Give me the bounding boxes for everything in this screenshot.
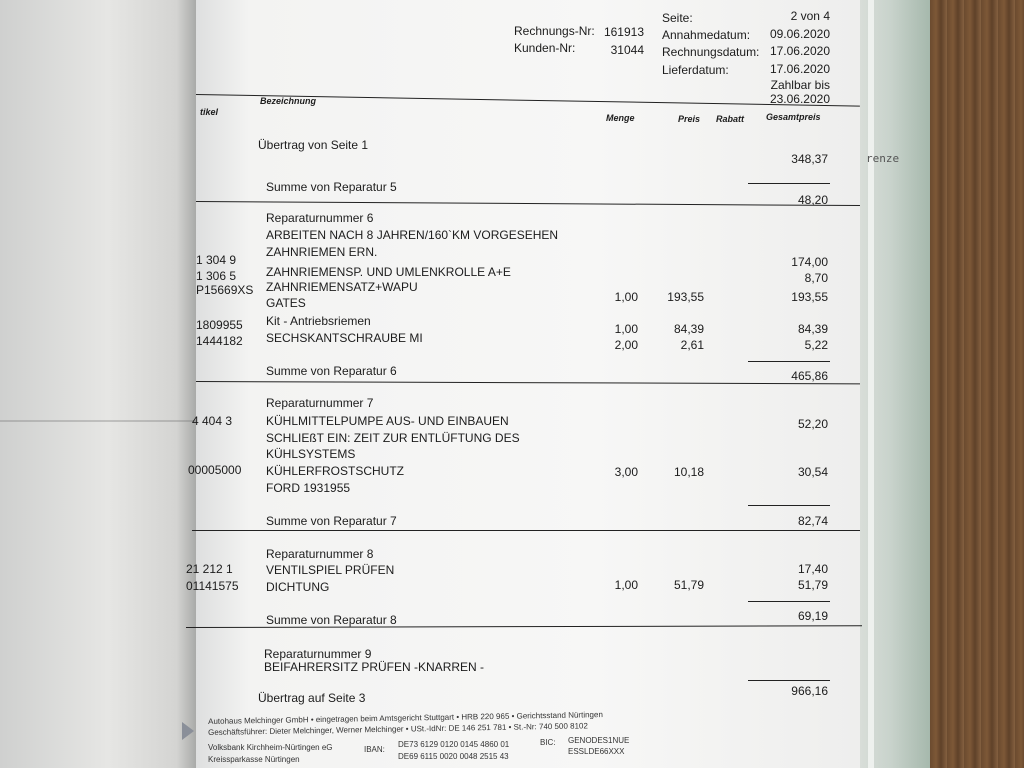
- rep8-line2: DICHTUNG: [266, 580, 330, 594]
- footer-line1: Autohaus Melchinger GmbH • eingetragen beim Amtsgericht Stuttgart • HRB 220 965 • Gerichtsstand Nürtingen: [208, 710, 603, 726]
- wooden-table: [930, 0, 1024, 768]
- left-page: [0, 0, 196, 768]
- footer-bic1: GENODES1NUE: [568, 736, 630, 745]
- rep6-line7-menge: 2,00: [614, 338, 638, 352]
- rep9-line1: BEIFAHRERSITZ PRÜFEN -KNARREN -: [264, 660, 485, 674]
- subtotal-rule: [748, 680, 830, 681]
- rep7-line4: KÜHLERFROSTSCHUTZ: [266, 464, 405, 478]
- rep6-line3-total: 8,70: [804, 271, 828, 285]
- rep8-line1: VENTILSPIEL PRÜFEN: [266, 563, 395, 577]
- summe-6-value: 465,86: [791, 369, 828, 383]
- footer-bic-label: BIC:: [540, 738, 556, 747]
- footer-iban2: DE69 6115 0020 0048 2515 43: [398, 752, 509, 761]
- rep6-line5-total: 193,55: [791, 290, 828, 304]
- rep6-line3-art: 1 306 5: [196, 269, 237, 283]
- rep7-line4-menge: 3,00: [614, 465, 638, 479]
- rechnungsdatum-label: Rechnungsdatum:: [662, 45, 760, 59]
- rep7-line4-total: 30,54: [797, 465, 828, 479]
- rep6-line7-total: 5,22: [804, 338, 828, 352]
- annahmedatum-label: Annahmedatum:: [662, 28, 751, 42]
- rep8-line2-preis: 51,79: [673, 578, 704, 592]
- rep6-title: Reparaturnummer 6: [266, 211, 374, 225]
- uebertrag-auf-value: 966,16: [791, 684, 828, 698]
- rechnungs-nr-label: Rechnungs-Nr:: [514, 24, 595, 38]
- rep7-title: Reparaturnummer 7: [266, 396, 374, 410]
- rep6-line7-preis: 2,61: [680, 338, 704, 352]
- summe-6-label: Summe von Reparatur 6: [266, 364, 397, 378]
- rep6-line5-preis: 193,55: [667, 290, 704, 304]
- footer-iban1: DE73 6129 0120 0145 4860 01: [398, 740, 510, 749]
- lieferdatum: 17.06.2020: [769, 62, 830, 76]
- summe-7-value: 82,74: [797, 514, 828, 528]
- seite: 2 von 4: [790, 9, 830, 23]
- rep6-line6-total: 84,39: [797, 322, 828, 336]
- footer-bank1: Volksbank Kirchheim-Nürtingen eG: [208, 743, 333, 752]
- seite-label: Seite:: [662, 11, 693, 25]
- rep8-line1-total: 17,40: [797, 562, 828, 576]
- rep8-title: Reparaturnummer 8: [266, 547, 374, 561]
- sheet-edge: [868, 0, 874, 768]
- footer-bic2: ESSLDE66XXX: [568, 747, 625, 756]
- rep7-line1-art: 4 404 3: [192, 414, 233, 428]
- back-sheet: [858, 0, 938, 768]
- kunden-nr: 31044: [610, 43, 644, 57]
- annahmedatum: 09.06.2020: [769, 27, 830, 41]
- rep6-line6-menge: 1,00: [614, 322, 638, 336]
- subtotal-rule: [748, 505, 830, 506]
- col-bezeichnung: Bezeichnung: [260, 96, 317, 106]
- rechnungs-nr: 161913: [603, 25, 644, 39]
- zahlbar-datum: 23.06.2020: [769, 92, 830, 106]
- rep6-line6: Kit - Antriebsriemen: [266, 314, 371, 328]
- summe-8-value: 69,19: [797, 609, 828, 623]
- col-menge: Menge: [606, 113, 635, 123]
- page-fold: [0, 420, 196, 422]
- invoice-page: [186, 0, 860, 768]
- zahlbar-label: Zahlbar bis: [770, 78, 830, 92]
- rep6-line6-art: 1809955: [196, 318, 243, 332]
- summe-5-value: 48,20: [797, 193, 828, 207]
- section-rule: [192, 530, 860, 531]
- uebertrag-von-value: 348,37: [791, 152, 828, 166]
- rep6-line4: ZAHNRIEMENSATZ+WAPU: [266, 280, 418, 294]
- rep6-line6-preis: 84,39: [673, 322, 704, 336]
- summe-7-label: Summe von Reparatur 7: [266, 514, 397, 528]
- col-gesamtpreis: Gesamtpreis: [766, 112, 821, 122]
- rep7-line4-preis: 10,18: [673, 465, 704, 479]
- subtotal-rule: [748, 361, 830, 362]
- rep9-title: Reparaturnummer 9: [264, 647, 372, 661]
- rep6-line5: GATES: [266, 296, 306, 310]
- rep6-line2-total: 174,00: [791, 255, 828, 269]
- col-artikel: tikel: [200, 107, 219, 117]
- rep6-line2: ZAHNRIEMEN ERN.: [266, 245, 378, 259]
- col-rabatt: Rabatt: [716, 114, 745, 124]
- rep7-line1: KÜHLMITTELPUMPE AUS- UND EINBAUEN: [266, 414, 509, 428]
- rep6-line4-art: P15669XS: [196, 283, 254, 297]
- subtotal-rule: [748, 183, 830, 184]
- rep8-line2-total: 51,79: [797, 578, 828, 592]
- footer-line2: Geschäftsführer: Dieter Melchinger, Werner Melchinger • USt.-IdNr: DE 146 251 781 • St.-Nr: 740 500 8102: [208, 721, 588, 737]
- rep8-line1-art: 21 212 1: [186, 562, 233, 576]
- rep7-line4-art: 00005000: [188, 463, 242, 477]
- rep8-line2-menge: 1,00: [614, 578, 638, 592]
- rep6-line1: ARBEITEN NACH 8 JAHREN/160`KM VORGESEHEN: [266, 228, 559, 242]
- lieferdatum-label: Lieferdatum:: [662, 63, 729, 77]
- uebertrag-auf-label: Übertrag auf Seite 3: [258, 691, 366, 705]
- uebertrag-von-label: Übertrag von Seite 1: [258, 138, 369, 152]
- rep6-line5-menge: 1,00: [614, 290, 638, 304]
- summe-8-label: Summe von Reparatur 8: [266, 613, 397, 627]
- rep7-line1-total: 52,20: [797, 417, 828, 431]
- rep7-line3: KÜHLSYSTEMS: [266, 447, 356, 461]
- rep6-line3: ZAHNRIEMENSP. UND UMLENKROLLE A+E: [266, 265, 511, 279]
- footer-triangle-icon: [182, 722, 194, 740]
- rep6-line7-art: 1444182: [196, 334, 243, 348]
- kunden-nr-label: Kunden-Nr:: [514, 41, 576, 55]
- subtotal-rule: [748, 601, 830, 602]
- footer-bank2: Kreissparkasse Nürtingen: [208, 755, 300, 764]
- back-sheet-text: renze: [866, 152, 900, 165]
- rechnungsdatum: 17.06.2020: [769, 44, 830, 58]
- col-preis: Preis: [678, 114, 701, 124]
- rep6-line2-art: 1 304 9: [196, 253, 237, 267]
- rep6-line7: SECHSKANTSCHRAUBE MI: [266, 331, 423, 345]
- rep7-line5: FORD 1931955: [266, 481, 351, 495]
- rep7-line2: SCHLIEßT EIN: ZEIT ZUR ENTLÜFTUNG DES: [266, 431, 520, 445]
- rep8-line2-art: 01141575: [186, 579, 239, 593]
- summe-5-label: Summe von Reparatur 5: [266, 180, 397, 194]
- footer-iban-label: IBAN:: [364, 745, 385, 754]
